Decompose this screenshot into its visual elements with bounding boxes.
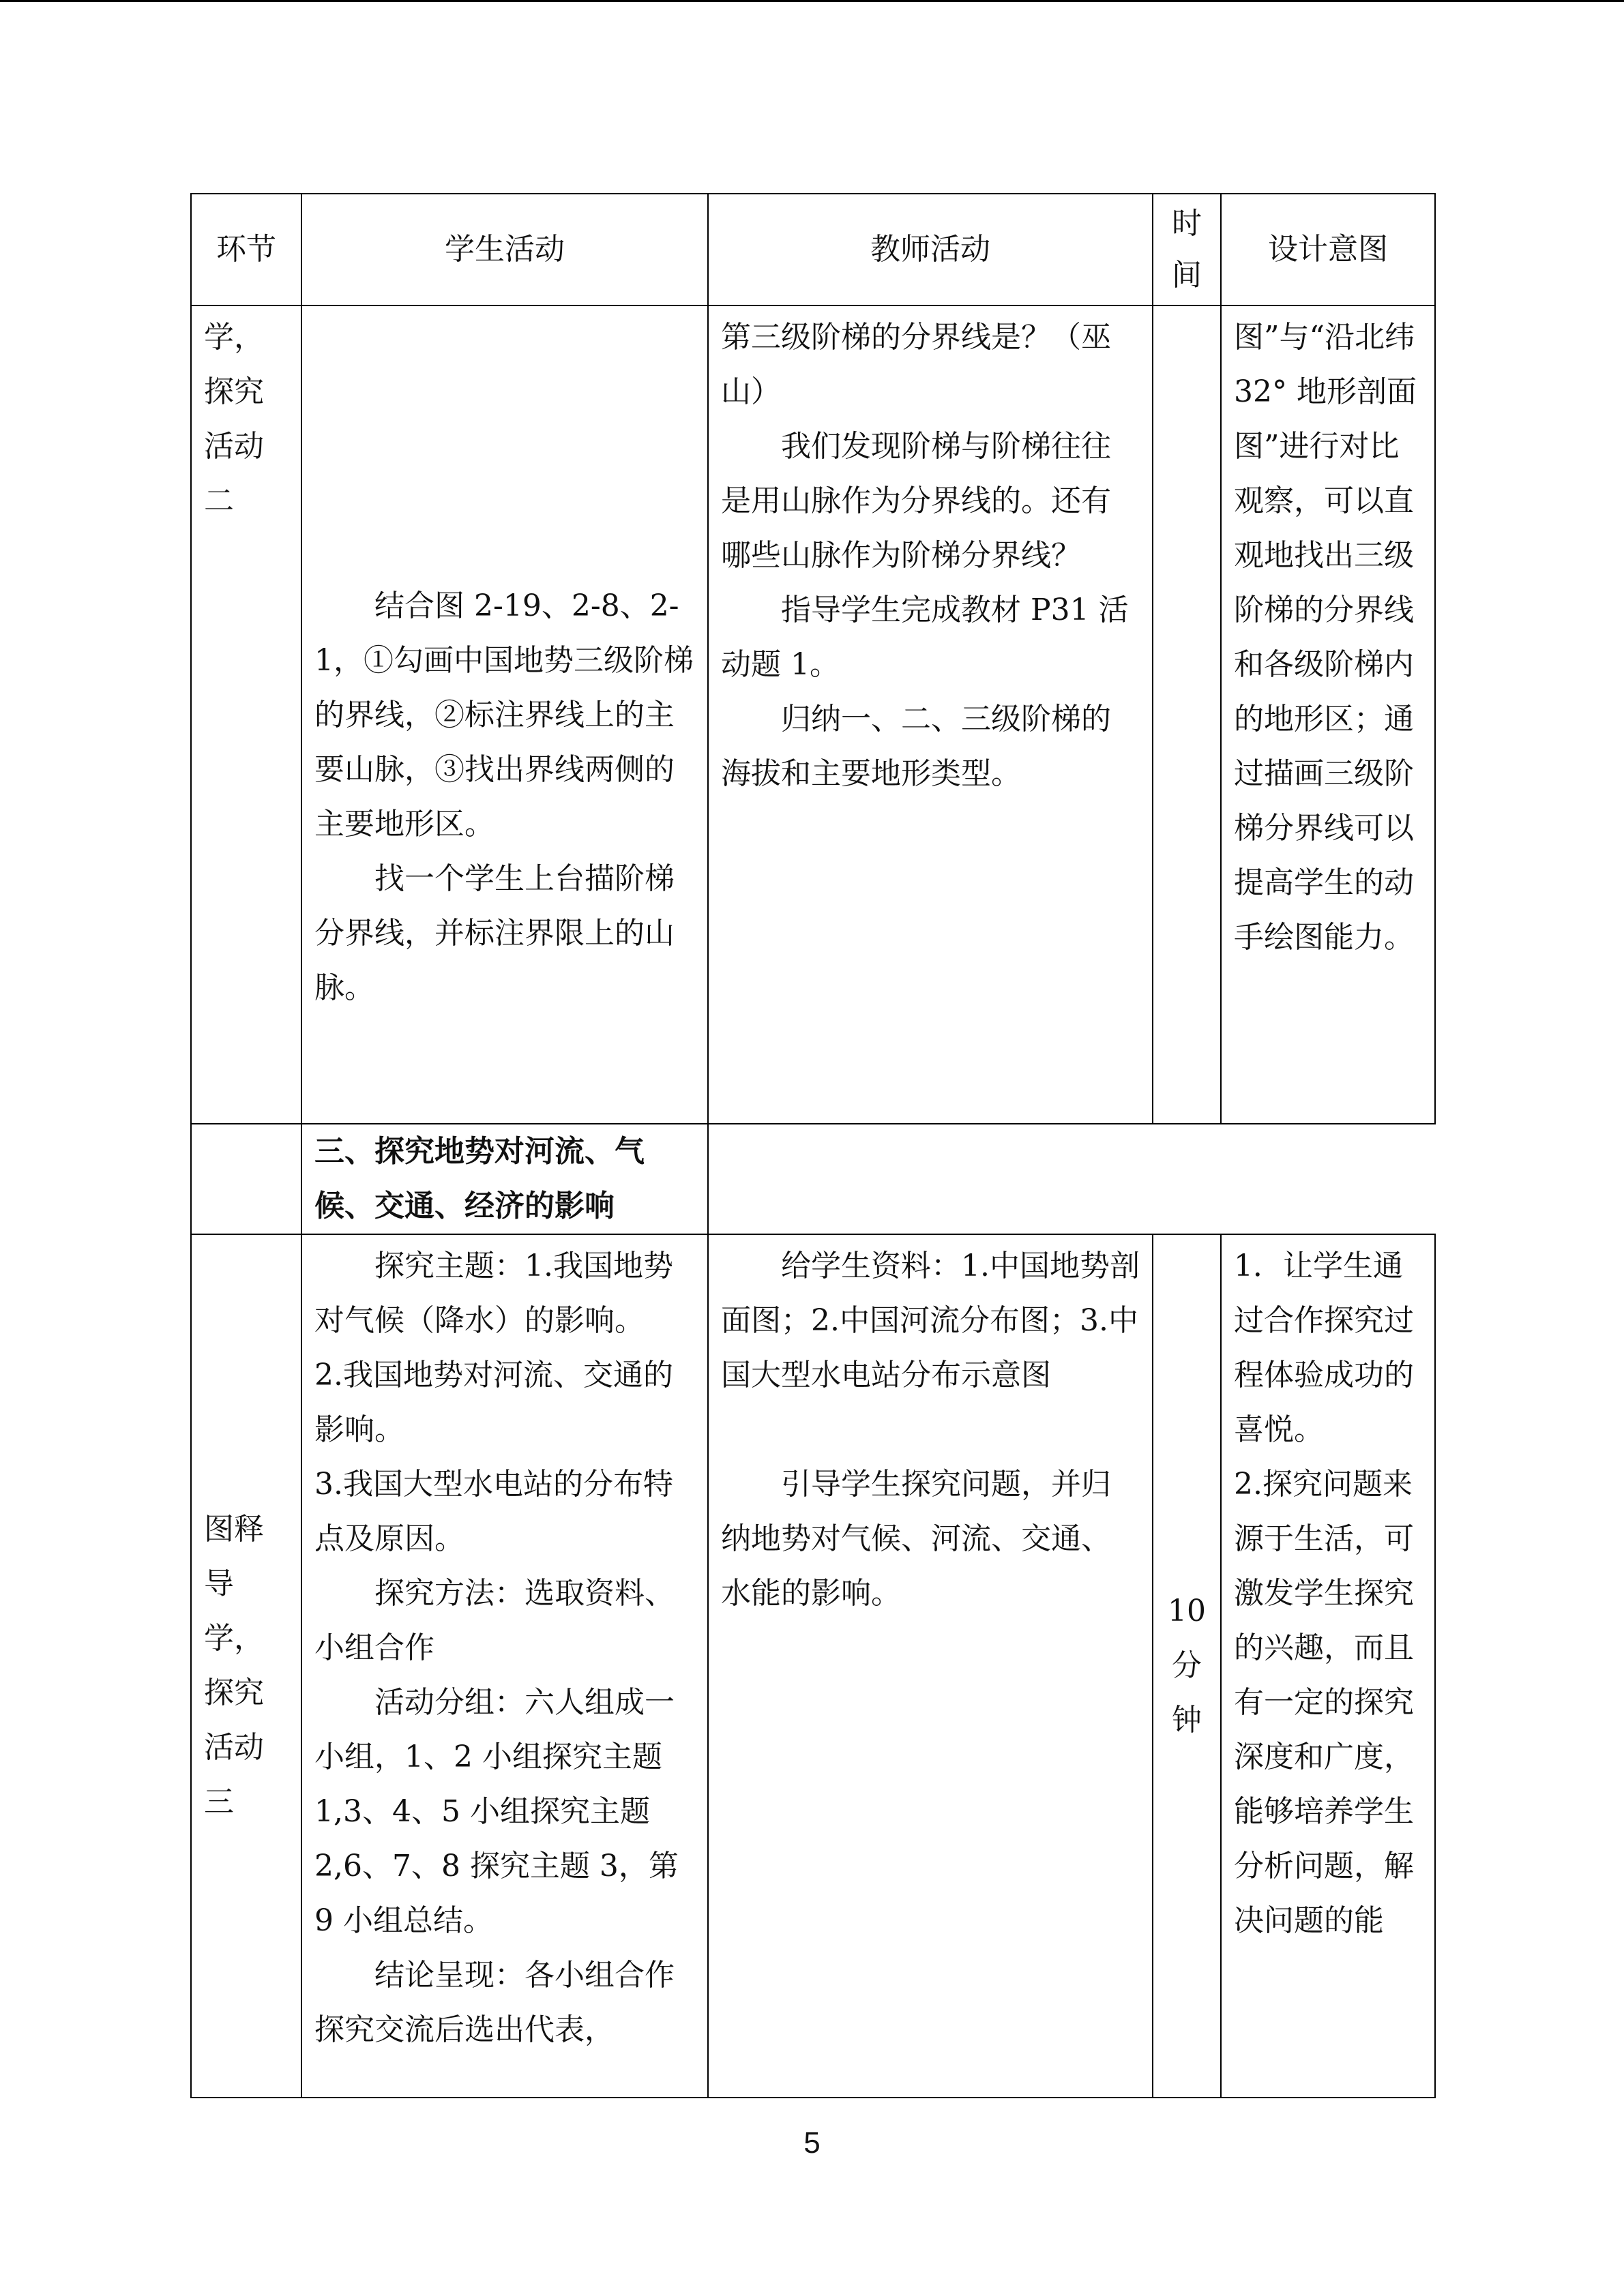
row1-teacher-activity	[708, 305, 1153, 1124]
section-title: 三、探究地势对河流、气候、交通、经济的影响	[301, 1124, 708, 1234]
header-section: 环节	[191, 194, 301, 305]
row2-student-activity	[301, 1234, 750, 2098]
header-student-activity: 学生活动	[301, 194, 708, 305]
top-border-line	[0, 0, 1624, 2]
row1-design-intent: 图”与“沿北纬 32° 地形剖面图”进行对比观察，可以直观地找出三级阶梯的分界线和各级阶梯内的地形区；通过描画三级阶梯分界线可以提高学生的动手绘图能力。	[1221, 305, 1435, 1124]
row2-design-intent	[1221, 1234, 1435, 2098]
row2-student-p1: 探究主题：1.我国地势对气候（降水）的影响。 2.我国地势对河流、交通的影响。	[314, 1249, 750, 1447]
row1-teacher-p2: 指导学生完成教材 P31 活动题 1。	[721, 593, 1129, 682]
page-number: 5	[803, 2126, 821, 2160]
header-design-intent: 设计意图	[1221, 194, 1435, 305]
row2-intent-p1: 1．让学生通过合作探究过程体验成功的喜悦。	[1234, 1249, 1414, 1447]
table-row	[191, 305, 1435, 1124]
section-title-empty-cell	[191, 1124, 301, 1234]
row1-student-p2: 找一个学生上台描阶梯分界线，并标注界限上的山脉。	[314, 861, 675, 1005]
row1-teacher-p1: 我们发现阶梯与阶梯往往是用山脉作为分界线的。还有哪些山脉作为阶梯分界线？	[721, 429, 1111, 573]
header-time: 时 间	[1153, 194, 1221, 305]
row2-teacher-activity	[708, 1234, 1153, 2098]
row1-student-activity	[301, 305, 708, 1124]
row2-student-p4: 活动分组：六人组成一小组，1、2 小组探究主题 1,3、4、5 小组探究主题 2,6、7、8 探究主题 3，第 9 小组总结。	[314, 1685, 679, 1938]
row2-time: 10 分 钟	[1153, 1234, 1221, 2098]
row1-time	[1153, 305, 1221, 1124]
table-header-row	[191, 194, 1435, 305]
row1-teacher-lead: 第三级阶梯的分界线是？（巫山）	[721, 320, 1111, 409]
lesson-plan-table	[190, 193, 1436, 2098]
row1-section: 学， 探究 活动 二	[191, 305, 301, 1124]
row1-teacher-p3: 归纳一、二、三级阶梯的海拔和主要地形类型。	[721, 702, 1111, 791]
header-teacher-activity: 教师活动	[708, 194, 1153, 305]
row2-teacher-p2: 引导学生探究问题，并归纳地势对气候、河流、交通、水能的影响。	[721, 1467, 1111, 1611]
row2-section: 图释 导 学， 探究 活动 三	[191, 1234, 301, 2098]
row2-intent-p2: 2.探究问题来源于生活，可激发学生探究的兴趣，而且有一定的探究深度和广度，能够培养学生分析问题，解决问题的能	[1234, 1467, 1414, 1938]
row2-teacher-p1: 给学生资料：1.中国地势剖面图；2.中国河流分布图；3.中国大型水电站分布示意图	[721, 1249, 1140, 1392]
row2-student-p3: 探究方法：选取资料、小组合作	[314, 1576, 675, 1665]
section-title-row	[191, 1124, 1435, 1234]
row2-student-p2: 3.我国大型水电站的分布特点及原因。	[314, 1467, 673, 1556]
row2-student-p5: 结论呈现：各小组合作探究交流后选出代表，	[314, 1958, 675, 2047]
table-row	[191, 1234, 1435, 2098]
row1-student-p1: 结合图 2-19、2-8、2-1，①勾画中国地势三级阶梯的界线，②标注界线上的主要山脉，③找出界线两侧的主要地形区。	[314, 588, 694, 841]
